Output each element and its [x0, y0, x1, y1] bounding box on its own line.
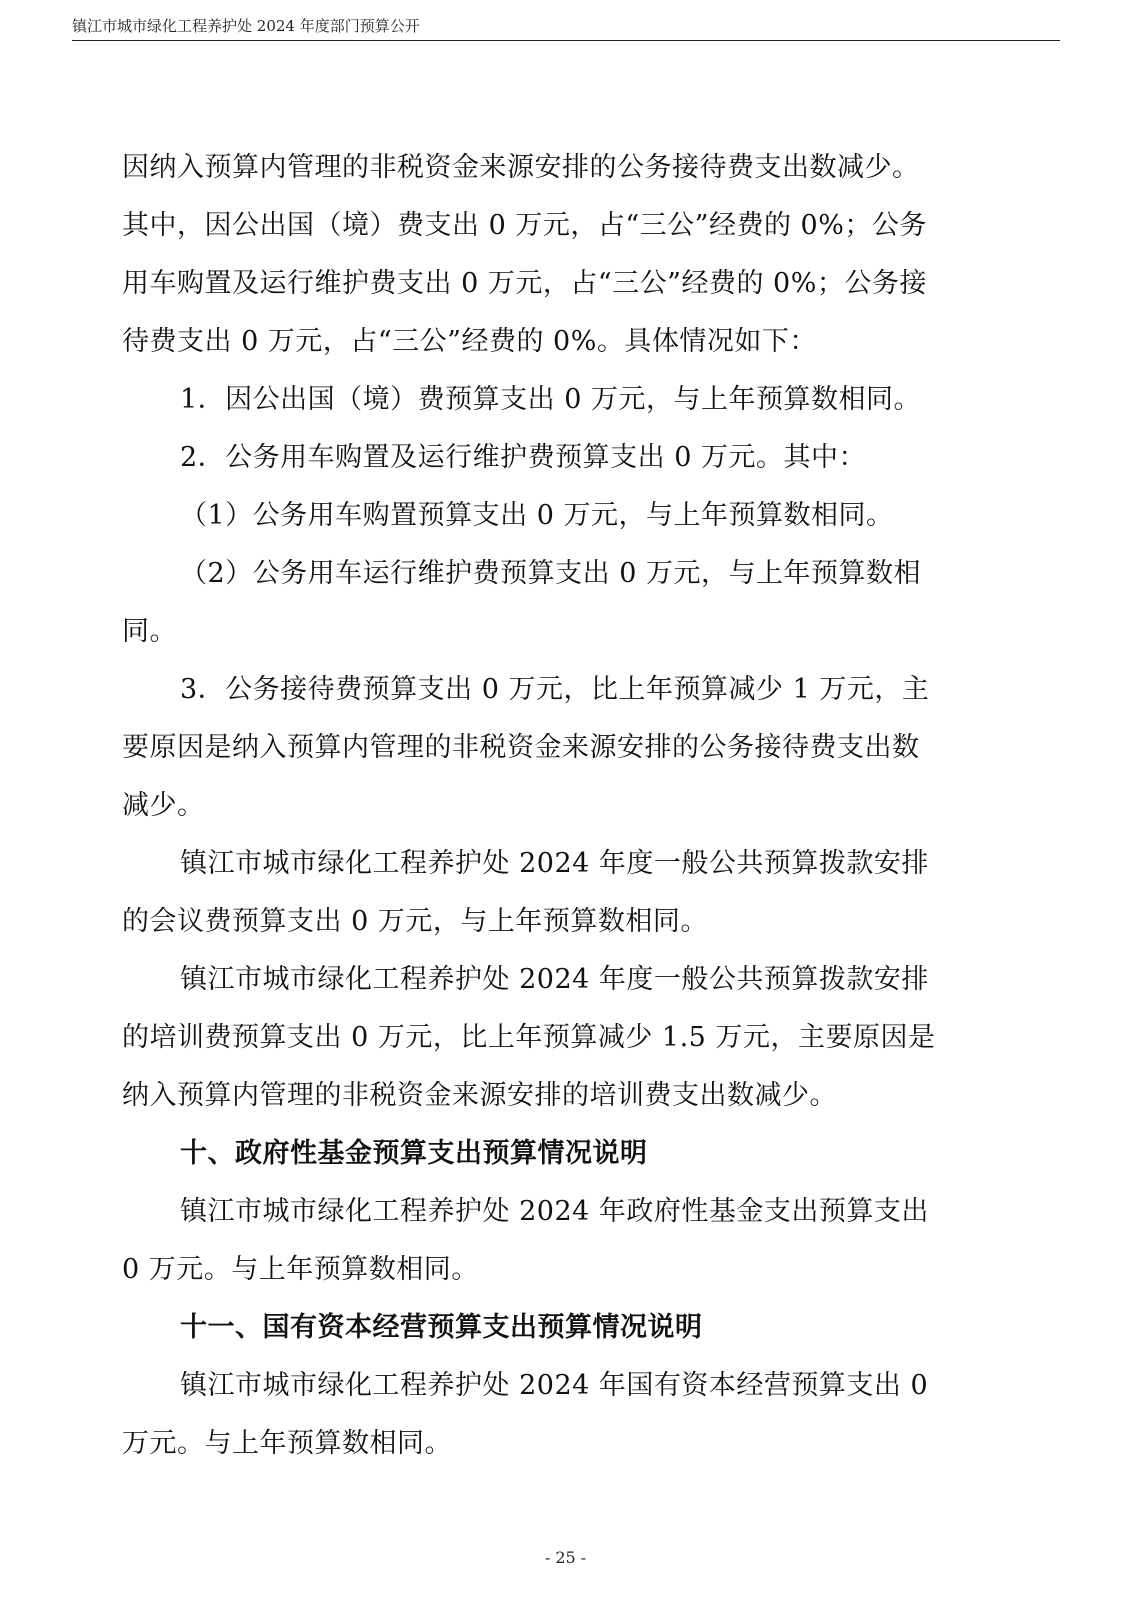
body-line: 2．公务用车购置及运行维护费预算支出 0 万元。其中：	[180, 442, 867, 473]
body-line: 减少。	[122, 790, 205, 821]
body-line: 0 万元。与上年预算数相同。	[122, 1254, 479, 1285]
body-line: 要原因是纳入预算内管理的非税资金来源安排的公务接待费支出数	[122, 732, 920, 763]
body-line: 用车购置及运行维护费支出 0 万元，占“三公”经费的 0%；公务接	[122, 268, 927, 299]
body-line: （2）公务用车运行维护费预算支出 0 万元，与上年预算数相	[180, 558, 922, 589]
body-line: 镇江市城市绿化工程养护处 2024 年政府性基金支出预算支出	[180, 1196, 929, 1227]
section-heading-11: 十一、国有资本经营预算支出预算情况说明	[180, 1312, 703, 1343]
body-line: 的培训费预算支出 0 万元，比上年预算减少 1.5 万元，主要原因是	[122, 1022, 936, 1053]
body-line: 镇江市城市绿化工程养护处 2024 年度一般公共预算拨款安排	[180, 848, 929, 879]
body-line: （1）公务用车购置预算支出 0 万元，与上年预算数相同。	[180, 500, 894, 531]
page-number: - 25 -	[544, 1548, 587, 1567]
body-line: 的会议费预算支出 0 万元，与上年预算数相同。	[122, 906, 708, 937]
body-line: 镇江市城市绿化工程养护处 2024 年度一般公共预算拨款安排	[180, 964, 929, 995]
body-line: 同。	[122, 616, 177, 647]
page-header	[72, 14, 1060, 41]
body-line: 待费支出 0 万元，占“三公”经费的 0%。具体情况如下：	[122, 326, 817, 357]
body-line: 纳入预算内管理的非税资金来源安排的培训费支出数减少。	[122, 1080, 837, 1111]
body-line: 万元。与上年预算数相同。	[122, 1428, 452, 1459]
header-title: 镇江市城市绿化工程养护处 2024 年度部门预算公开	[72, 17, 420, 35]
body-line: 1．因公出国（境）费预算支出 0 万元，与上年预算数相同。	[180, 384, 922, 415]
body-line: 镇江市城市绿化工程养护处 2024 年国有资本经营预算支出 0	[180, 1370, 929, 1401]
body-line: 3．公务接待费预算支出 0 万元，比上年预算减少 1 万元，主	[180, 674, 930, 705]
body-line: 因纳入预算内管理的非税资金来源安排的公务接待费支出数减少。	[122, 152, 920, 183]
section-heading-10: 十、政府性基金预算支出预算情况说明	[180, 1138, 648, 1169]
body-line: 其中，因公出国（境）费支出 0 万元，占“三公”经费的 0%；公务	[122, 210, 927, 241]
